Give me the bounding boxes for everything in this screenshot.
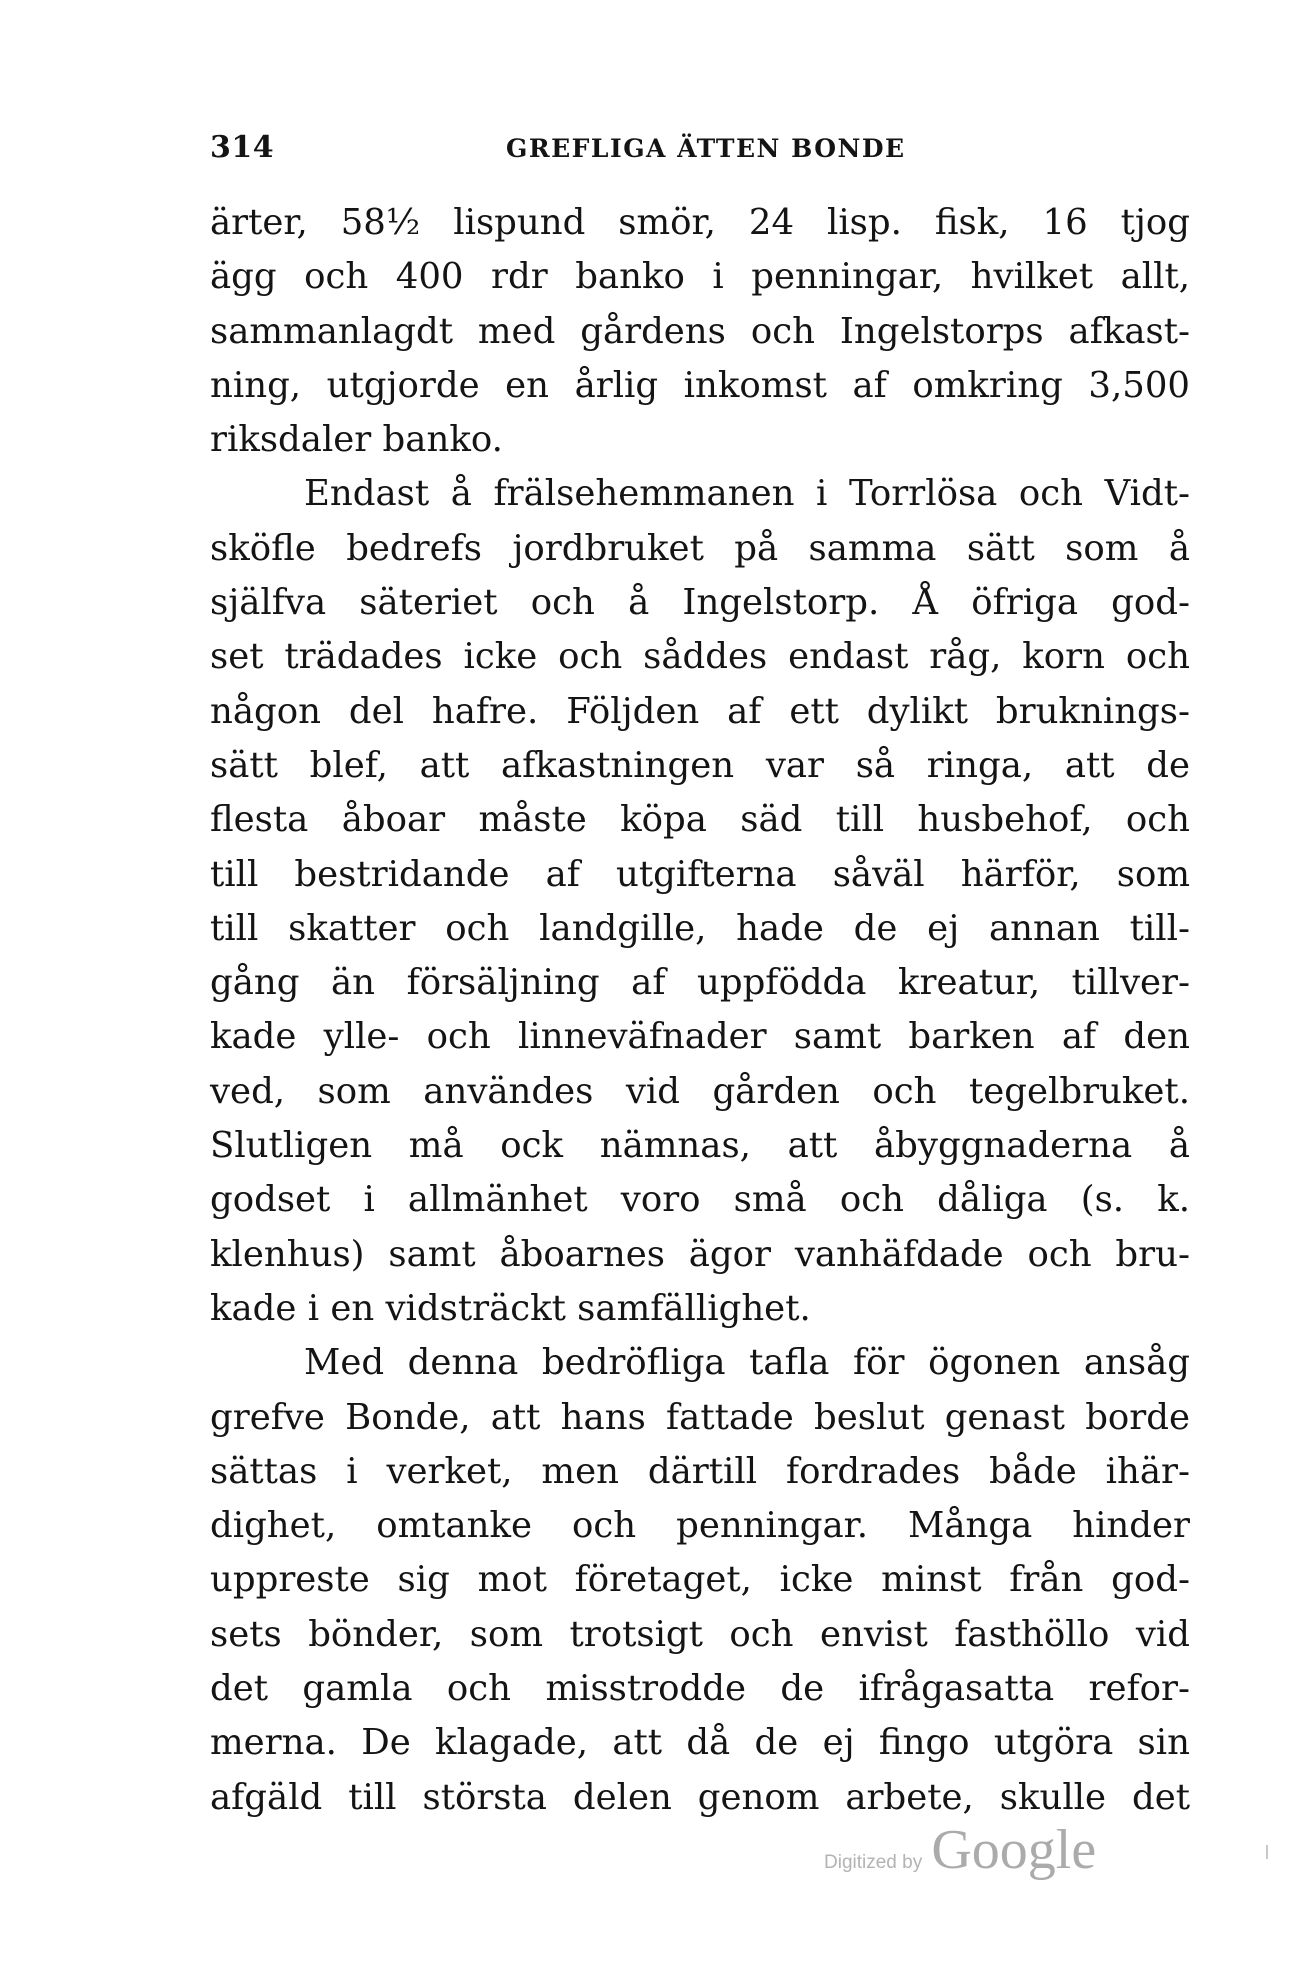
text-line: ning, utgjorde en årlig inkomst af omkring 3,500 xyxy=(210,364,1190,406)
text-line: klenhus) samt åboarnes ägor vanhäfdade och bru- xyxy=(210,1233,1190,1275)
scan-edge-mark xyxy=(1266,1845,1268,1859)
text-line: afgäld till största delen genom arbete, skulle det xyxy=(210,1776,1190,1818)
text-line: Endast å frälsehemmanen i Torrlösa och Vidt- xyxy=(304,473,1190,515)
text-line: någon del hafre. Följden af ett dylikt bruknings- xyxy=(210,690,1190,732)
text-line: ved, som användes vid gården och tegelbruket. xyxy=(210,1070,1190,1112)
text-line: sättas i verket, men därtill fordrades både ihär- xyxy=(210,1450,1190,1492)
text-line: sköfle bedrefs jordbruket på samma sätt som å xyxy=(210,527,1190,569)
text-line: riksdaler banko. xyxy=(210,419,503,461)
google-logo: Google xyxy=(931,1819,1097,1881)
text-line: dighet, omtanke och penningar. Många hinder xyxy=(210,1505,1190,1547)
page-number: 314 xyxy=(210,130,275,165)
text-line: Slutligen må ock nämnas, att åbyggnaderna å xyxy=(210,1125,1190,1167)
text-line: sätt blef, att afkastningen var så ringa, att de xyxy=(210,744,1190,786)
body-text xyxy=(210,196,1190,1825)
text-line: uppreste sig mot företaget, icke minst från god- xyxy=(210,1559,1190,1601)
text-line: själfva säteriet och å Ingelstorp. Å öfriga god- xyxy=(210,582,1190,624)
text-line: det gamla och misstrodde de ifrågasatta refor- xyxy=(210,1668,1190,1710)
text-line: sets bönder, som trotsigt och envist fasthöllo vid xyxy=(210,1613,1190,1655)
text-line: ägg och 400 rdr banko i penningar, hvilket allt, xyxy=(210,256,1190,298)
text-line: kade ylle- och linneväfnader samt barken af den xyxy=(210,1016,1190,1058)
text-line: flesta åboar måste köpa säd till husbehof, och xyxy=(210,799,1190,841)
text-line: godset i allmänhet voro små och dåliga (s. k. xyxy=(210,1179,1190,1221)
text-line: kade i en vidsträckt samfällighet. xyxy=(210,1287,811,1329)
text-line: sammanlagdt med gårdens och Ingelstorps afkast- xyxy=(210,310,1190,352)
digitized-by-google-watermark xyxy=(824,1818,1097,1881)
running-title: GREFLIGA ÄTTEN BONDE xyxy=(506,134,906,163)
text-line: till bestridande af utgifterna såväl härför, som xyxy=(210,853,1190,895)
text-line: gång än försäljning af uppfödda kreatur, tillver- xyxy=(210,962,1190,1004)
text-line: set trädades icke och såddes endast råg, korn och xyxy=(210,636,1190,678)
text-line: ärter, 58½ lispund smör, 24 lisp. fisk, 16 tjog xyxy=(210,202,1190,243)
watermark-prefix: Digitized by xyxy=(824,1852,923,1873)
page-header xyxy=(210,130,1190,170)
text-line: merna. De klagade, att då de ej fingo utgöra sin xyxy=(210,1722,1190,1764)
text-line: Med denna bedröfliga tafla för ögonen ansåg xyxy=(304,1342,1190,1384)
text-line: grefve Bonde, att hans fattade beslut genast borde xyxy=(210,1396,1190,1438)
text-line: till skatter och landgille, hade de ej annan till- xyxy=(210,907,1190,949)
